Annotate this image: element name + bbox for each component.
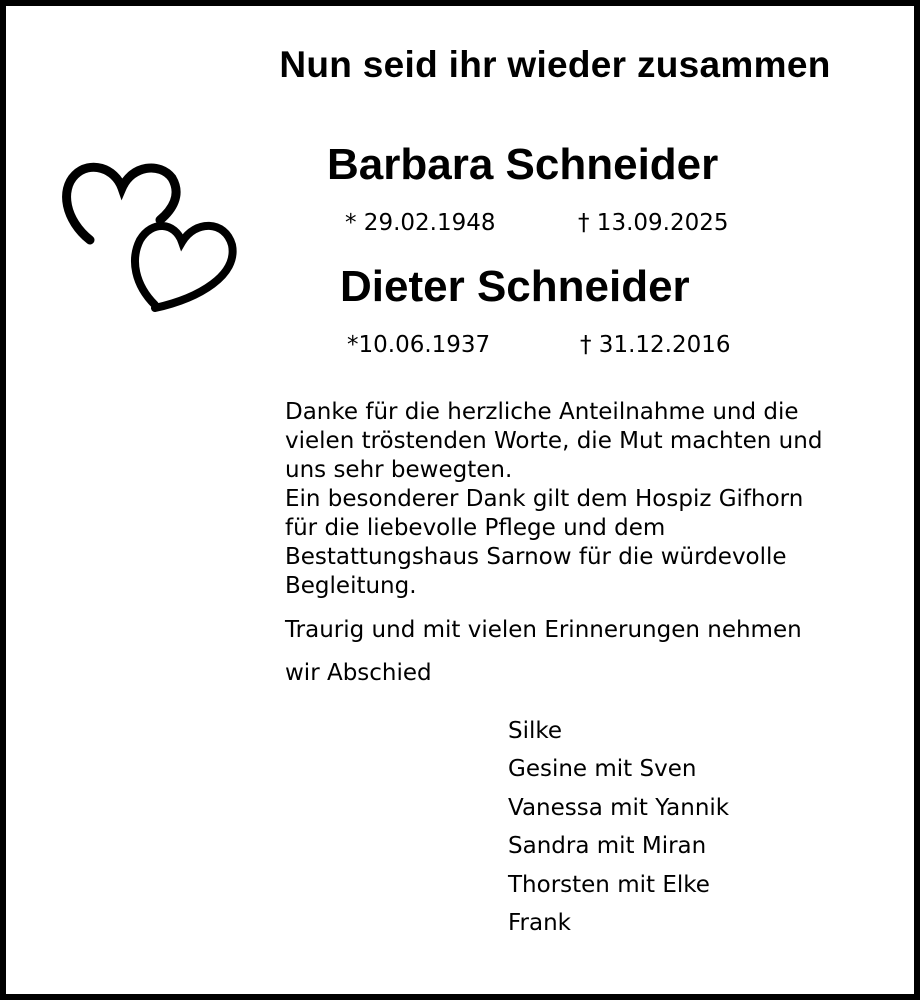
thanks-line: Begleitung. — [285, 573, 417, 599]
person-name-barbara: Barbara Schneider — [327, 140, 719, 189]
farewell-line: wir Abschied — [285, 660, 432, 686]
birth-date-barbara: * 29.02.1948 — [345, 210, 496, 236]
family-member: Silke — [508, 718, 563, 744]
family-member: Thorsten mit Elke — [508, 872, 710, 898]
birth-date-dieter: *10.06.1937 — [347, 332, 491, 358]
family-member: Vanessa mit Yannik — [508, 795, 730, 821]
farewell-line: Traurig und mit vielen Erinnerungen nehmen — [285, 617, 802, 643]
death-date-barbara: † 13.09.2025 — [578, 210, 729, 236]
two-hearts-icon — [60, 150, 250, 320]
thanks-line: für die liebevolle Pflege und dem — [285, 515, 666, 541]
heading: Nun seid ihr wieder zusammen — [279, 44, 831, 85]
death-date-dieter: † 31.12.2016 — [580, 332, 731, 358]
thanks-line: Danke für die herzliche Anteilnahme und die — [285, 399, 799, 425]
thanks-line: Bestattungshaus Sarnow für die würdevolle — [285, 544, 787, 570]
family-member: Sandra mit Miran — [508, 833, 707, 859]
thanks-line: Ein besonderer Dank gilt dem Hospiz Gifhorn — [285, 486, 804, 512]
family-member: Frank — [508, 910, 572, 936]
thanks-line: vielen tröstenden Worte, die Mut machten und — [285, 428, 823, 454]
thanks-paragraph — [285, 398, 822, 601]
person-name-dieter: Dieter Schneider — [340, 262, 690, 311]
thanks-line: uns sehr bewegten. — [285, 457, 513, 483]
family-member: Gesine mit Sven — [508, 756, 697, 782]
